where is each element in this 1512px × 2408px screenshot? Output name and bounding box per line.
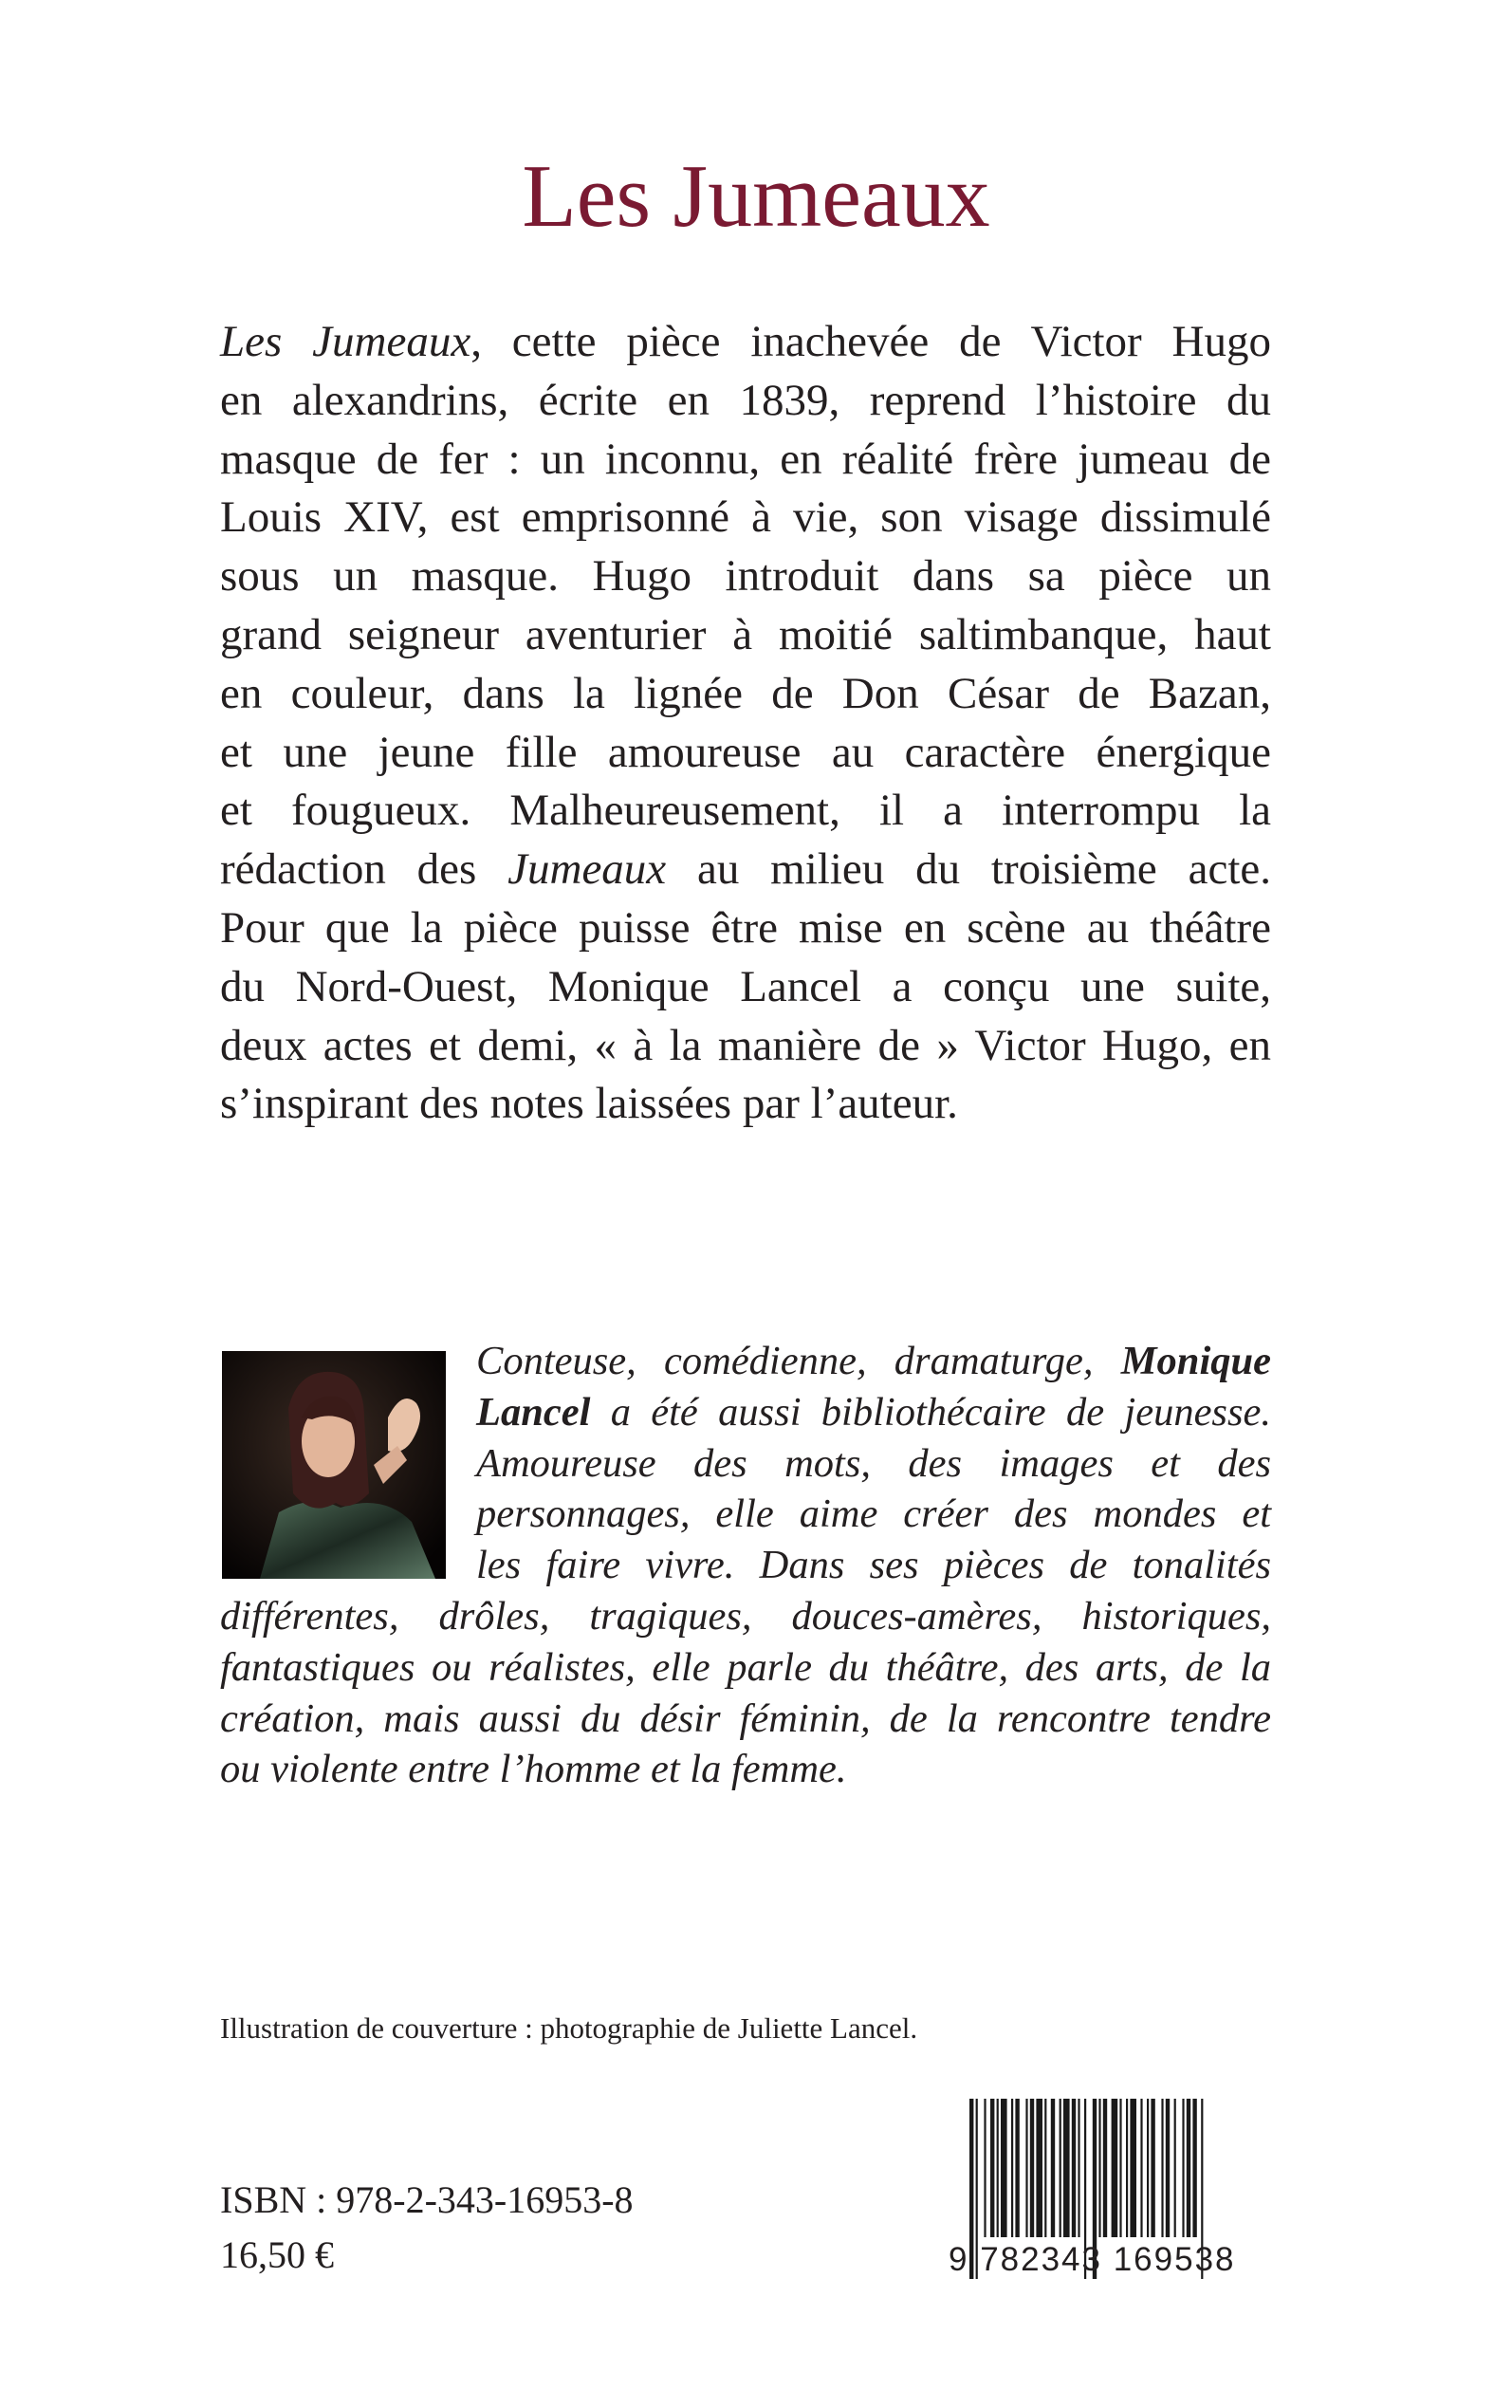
barcode-bar	[1166, 2099, 1170, 2237]
bio-line: fantastiques ou réalistes, elle parle du théâtre, des arts, de la	[220, 1644, 1271, 1690]
summary-line: en alexandrins, écrite en 1839, reprend l’histoire du	[220, 375, 1271, 425]
bio-line: création, mais aussi du désir féminin, de la rencontre tendre	[220, 1695, 1271, 1741]
barcode-bar	[1126, 2099, 1128, 2237]
barcode-bar	[1112, 2099, 1118, 2237]
barcode-bar	[1011, 2099, 1013, 2237]
barcode-bar	[1182, 2099, 1184, 2237]
author-bio	[220, 1336, 1271, 1795]
barcode-bar	[984, 2099, 986, 2237]
barcode-bar	[1151, 2099, 1154, 2237]
barcode-bar	[1119, 2099, 1121, 2237]
barcode-bar	[1036, 2099, 1042, 2237]
bio-line: personnages, elle aime créer des mondes et	[476, 1491, 1271, 1537]
cover-illustration-credit: Illustration de couverture : photographie de Juliette Lancel.	[220, 2011, 918, 2045]
barcode-bar	[1161, 2099, 1163, 2237]
barcode-bar	[1078, 2099, 1079, 2237]
bio-line: Lancel a été aussi bibliothécaire de jeunesse.	[476, 1389, 1271, 1435]
summary-line: rédaction des Jumeaux au milieu du troisième acte.	[220, 844, 1271, 895]
barcode-bar	[1072, 2099, 1076, 2237]
summary-line: Les Jumeaux, cette pièce inachevée de Victor Hugo	[220, 317, 1271, 366]
book-title: Les Jumeaux	[522, 147, 990, 246]
barcode-bar	[1060, 2099, 1061, 2237]
summary-line: deux actes et demi, « à la manière de » Victor Hugo, en	[220, 1020, 1271, 1070]
barcode-digits: 9 782343 169538	[949, 2241, 1236, 2278]
barcode-bar	[1025, 2099, 1027, 2237]
barcode-bar	[1140, 2099, 1142, 2237]
summary-line: sous un masque. Hugo introduit dans sa pièce un	[220, 551, 1271, 602]
barcode-bar	[1001, 2099, 1007, 2237]
price: 16,50 €	[220, 2233, 334, 2276]
summary-line: Louis XIV, est emprisonné à vie, son visage dissimulé	[220, 492, 1271, 543]
summary-line: du Nord-Ouest, Monique Lancel a conçu une suite,	[220, 961, 1271, 1011]
barcode-bar	[1147, 2099, 1149, 2237]
bio-line: différentes, drôles, tragiques, douces-amères, historiques,	[220, 1593, 1271, 1639]
summary-line: et une jeune fille amoureuse au caractère énergique	[220, 727, 1271, 777]
barcode-bar	[1187, 2099, 1190, 2237]
barcode-bar	[990, 2099, 994, 2237]
barcode-bar	[1192, 2099, 1196, 2237]
summary-line: masque de fer : un inconnu, en réalité frère jumeau de	[220, 434, 1271, 484]
barcode-bar	[1015, 2099, 1019, 2237]
bio-line: ou violente entre l’homme et la femme.	[220, 1747, 847, 1792]
barcode-bar	[1130, 2099, 1136, 2237]
summary-line: en couleur, dans la lignée de Don César de Bazan,	[220, 668, 1271, 718]
barcode-bar	[1063, 2099, 1070, 2237]
summary-line: s’inspirant des notes laissées par l’auteur.	[220, 1079, 958, 1129]
barcode-bar	[1174, 2099, 1176, 2237]
barcode-bar	[1030, 2099, 1034, 2237]
barcode-bar	[997, 2099, 999, 2237]
summary-line: grand seigneur aventurier à moitié saltimbanque, haut	[220, 609, 1271, 659]
summary-text	[220, 313, 1271, 1134]
summary-line: et fougueux. Malheureusement, il a interrompu la	[220, 786, 1271, 836]
bio-line: Conteuse, comédienne, dramaturge, Monique	[476, 1339, 1271, 1383]
barcode-bar	[1098, 2099, 1100, 2237]
barcode-bar	[1103, 2099, 1107, 2237]
isbn: ISBN : 978-2-343-16953-8	[220, 2178, 634, 2221]
bio-line: les faire vivre. Dans ses pièces de tonalités	[476, 1543, 1271, 1588]
barcode-bar	[1051, 2099, 1055, 2237]
summary-line: Pour que la pièce puisse être mise en scène au théâtre	[220, 902, 1271, 953]
barcode-bar	[1044, 2099, 1046, 2237]
bio-line: Amoureuse des mots, des images et des	[476, 1440, 1271, 1486]
